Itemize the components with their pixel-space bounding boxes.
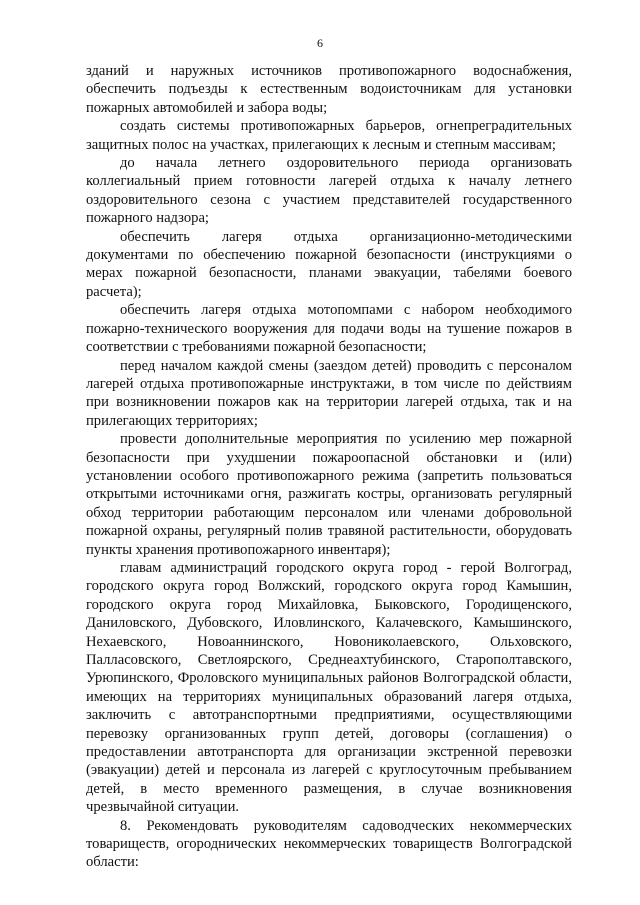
paragraph-item-8: 8. Рекомендовать руководителям садоводческих некоммерческих товариществ, огороднических некоммерческих товариществ Волгоградской области:	[86, 817, 572, 871]
paragraph-method-documents: обеспечить лагеря отдыха организационно-методическими документами по обеспечению пожарной безопасности (инструкциями о мерах пожарной безопасности, планами эвакуации, табелями боевого расчета);	[86, 228, 572, 300]
page-number: 6	[317, 36, 323, 50]
document-body	[86, 62, 572, 872]
paragraph-briefings: перед началом каждой смены (заездом детей) проводить с персоналом лагерей отдыха противопожарные инструктажи, в том числе по действиям при возникновении пожаров как на территории лагерей отдыха, так и на прилегающих территориях;	[86, 357, 572, 429]
paragraph-camp-acceptance: до начала летнего оздоровительного периода организовать коллегиальный прием готовности лагерей отдыха к началу летнего оздоровительного сезона с участием представителей государственного пожарного надзора;	[86, 155, 572, 227]
paragraph-transport-agreements: главам администраций городского округа город - герой Волгоград, городского округа город Волжский, городского округа город Камышин, городского округа город Михайловка, Быковского, Городищенского, Даниловского, Дубовского, Иловлинского, Калачевского, Камышинского, Нехаевского, Новоаннинского, Новониколаевского, Ольховского, Палласовского, Светлоярского, Среднеахтубинского, Старополтавского, Урюпинского, Фроловского муниципальных районов Волгоградской области, имеющих на территориях муниципальных образований лагеря отдыха, заключить с автотранспортными предприятиями, осуществляющими перевозку организованных групп детей, договоры (соглашения) о предоставлении автотранспорта для организации экстренной перевозки (эвакуации) детей и персонала из лагерей с круглосуточным пребыванием детей, в место временного размещения, в случае возникновения чрезвычайной ситуации.	[86, 559, 572, 816]
paragraph-additional-measures: провести дополнительные мероприятия по усилению мер пожарной безопасности при ухудшении пожароопасной обстановки и (или) установлении особого противопожарного режима (запретить пользоваться открытыми источниками огня, разжигать костры, организовать регулярный обход территории работающим персоналом или членами добровольной пожарной охраны, регулярный полив травяной растительности, оборудовать пункты хранения противопожарного инвентаря);	[86, 431, 572, 558]
paragraph-motor-pumps: обеспечить лагеря отдыха мотопомпами с набором необходимого пожарно-технического вооружения для подачи воды на тушение пожаров в соответствии с требованиями пожарной безопасности;	[86, 302, 572, 356]
paragraph-fire-barriers: создать системы противопожарных барьеров, огнепреградительных защитных полос на участках, прилегающих к лесным и степным массивам;	[86, 118, 572, 153]
paragraph-water-supply: зданий и наружных источников противопожарного водоснабжения, обеспечить подъезды к естественным водоисточникам для установки пожарных автомобилей и забора воды;	[86, 63, 572, 116]
